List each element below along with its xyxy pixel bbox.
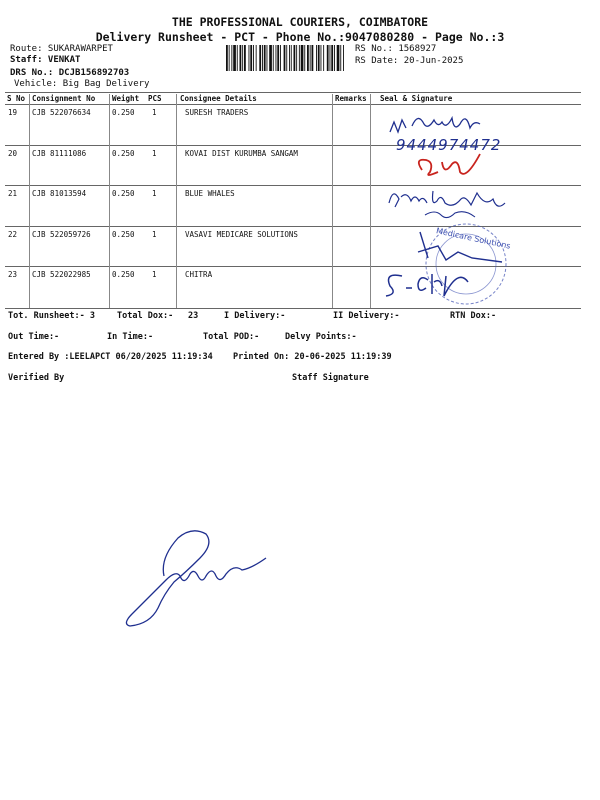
column-divider	[332, 94, 333, 308]
row-consignment: CJB 522059726	[32, 230, 91, 239]
route-label: Route: SUKARAWARPET	[10, 44, 113, 54]
barcode-bar	[284, 45, 286, 71]
total-pod: Total POD:-	[203, 332, 260, 342]
barcode-bar	[259, 45, 261, 71]
barcode-bar	[253, 45, 254, 71]
staff-handwritten-signature	[120, 528, 280, 633]
row-consignee: SURESH TRADERS	[185, 108, 249, 117]
column-divider	[29, 94, 30, 308]
barcode-bar	[250, 45, 252, 71]
row-sno: 19	[8, 108, 18, 117]
table-top-rule	[5, 92, 581, 93]
barcode-bar	[242, 45, 243, 71]
row-consignee: CHITRA	[185, 270, 213, 279]
barcode-bar	[289, 45, 290, 71]
barcode-bar	[291, 45, 292, 71]
row-sno: 22	[8, 230, 18, 239]
row-pcs: 1	[152, 108, 157, 117]
i-delivery: I Delivery:-	[224, 311, 286, 321]
col-header-consignee: Consignee Details	[180, 94, 257, 103]
column-divider	[370, 94, 371, 308]
column-divider	[109, 94, 110, 308]
total-dox-value: 23	[188, 311, 199, 321]
staff-label: Staff: VENKAT	[10, 55, 81, 65]
barcode-bar	[264, 45, 266, 71]
table-header-rule	[5, 104, 581, 105]
barcode-bar	[327, 45, 329, 71]
barcode-bar	[249, 45, 250, 71]
row-consignment: CJB 522076634	[32, 108, 91, 117]
column-divider	[176, 94, 177, 308]
col-header-consignment: Consignment No	[32, 94, 96, 103]
row-pcs: 1	[152, 270, 157, 279]
barcode-bar	[226, 45, 228, 71]
barcode-bar	[307, 45, 309, 71]
barcode-bar	[331, 45, 333, 71]
col-header-sno: S No	[7, 94, 26, 103]
col-header-seal: Seal & Signature	[380, 94, 453, 103]
rs-number: RS No.: 1568927	[355, 44, 437, 54]
rtn-dox: RTN Dox:-	[450, 311, 497, 321]
row-pcs: 1	[152, 189, 157, 198]
row-weight: 0.250	[112, 149, 135, 158]
barcode-bar	[340, 45, 341, 71]
row-pcs: 1	[152, 230, 157, 239]
barcode-bar	[267, 45, 268, 71]
barcode-bar	[233, 45, 236, 71]
row-weight: 0.250	[112, 230, 135, 239]
barcode-bar	[301, 45, 304, 71]
rs-date: RS Date: 20-Jun-2025	[355, 56, 464, 66]
barcode-bar	[343, 45, 344, 71]
tot-runsheet: Tot. Runsheet:- 3	[8, 311, 95, 321]
col-header-weight: Weight	[112, 94, 140, 103]
barcode-image	[226, 45, 344, 71]
barcode-bar	[244, 45, 246, 71]
barcode-bar	[277, 45, 279, 71]
drs-number: DRS No.: DCJB156892703	[10, 68, 130, 78]
signature-row-19	[380, 110, 550, 185]
company-title: THE PROFESSIONAL COURIERS, COIMBATORE	[171, 15, 429, 29]
row-weight: 0.250	[112, 189, 135, 198]
stamp-text: Medicare Solutions	[435, 226, 512, 251]
printed-on: Printed On: 20-06-2025 11:19:39	[233, 352, 392, 362]
barcode-bar	[273, 45, 274, 71]
row-sno: 20	[8, 149, 18, 158]
barcode-bar	[294, 45, 296, 71]
entered-by: Entered By :LEELAPCT 06/20/2025 11:19:34	[8, 352, 213, 362]
barcode-bar	[318, 45, 320, 71]
row-consignment: CJB 81013594	[32, 189, 87, 198]
barcode-bar	[337, 45, 340, 71]
out-time: Out Time:-	[8, 332, 60, 342]
barcode-bar	[323, 45, 324, 71]
barcode-bar	[321, 45, 322, 71]
col-header-pcs: PCS	[148, 94, 162, 103]
in-time: In Time:-	[107, 332, 154, 342]
seal-and-signature-row-22-23	[372, 222, 532, 312]
row-consignee: BLUE WHALES	[185, 189, 235, 198]
row-sno: 21	[8, 189, 18, 198]
runsheet-subtitle: Delivery Runsheet - PCT - Phone No.:9047080280 - Page No.:3	[95, 30, 505, 44]
barcode-bar	[286, 45, 287, 71]
barcode-bar	[237, 45, 238, 71]
total-dox-label: Total Dox:-	[117, 311, 174, 321]
barcode-bar	[229, 45, 230, 71]
barcode-bar	[240, 45, 242, 71]
row-consignee: VASAVI MEDICARE SOLUTIONS	[185, 230, 298, 239]
row-consignee: KOVAI DIST KURUMBA SANGAM	[185, 149, 298, 158]
vehicle-label: Vehicle: Big Bag Delivery	[14, 79, 150, 89]
row-pcs: 1	[152, 149, 157, 158]
barcode-bar	[280, 45, 281, 71]
barcode-bar	[276, 45, 277, 71]
row-consignment: CJB 81111086	[32, 149, 87, 158]
barcode-bar	[304, 45, 305, 71]
barcode-bar	[262, 45, 263, 71]
barcode-bar	[312, 45, 314, 71]
row-consignment: CJB 522022985	[32, 270, 91, 279]
handwritten-phone: 9444974472	[396, 136, 502, 154]
row-weight: 0.250	[112, 108, 135, 117]
barcode-bar	[316, 45, 317, 71]
col-header-remarks: Remarks	[335, 94, 367, 103]
barcode-bar	[310, 45, 311, 71]
row-weight: 0.250	[112, 270, 135, 279]
barcode-bar	[231, 45, 232, 71]
barcode-bar	[296, 45, 297, 71]
barcode-bar	[299, 45, 300, 71]
barcode-bar	[269, 45, 272, 71]
row-sno: 23	[8, 270, 18, 279]
ii-delivery: II Delivery:-	[333, 311, 400, 321]
barcode-bar	[256, 45, 257, 71]
barcode-bar	[334, 45, 335, 71]
delvy-points: Delvy Points:-	[285, 332, 357, 342]
staff-signature: Staff Signature	[292, 373, 369, 383]
barcode-bar	[330, 45, 331, 71]
verified-by: Verified By	[8, 373, 65, 383]
